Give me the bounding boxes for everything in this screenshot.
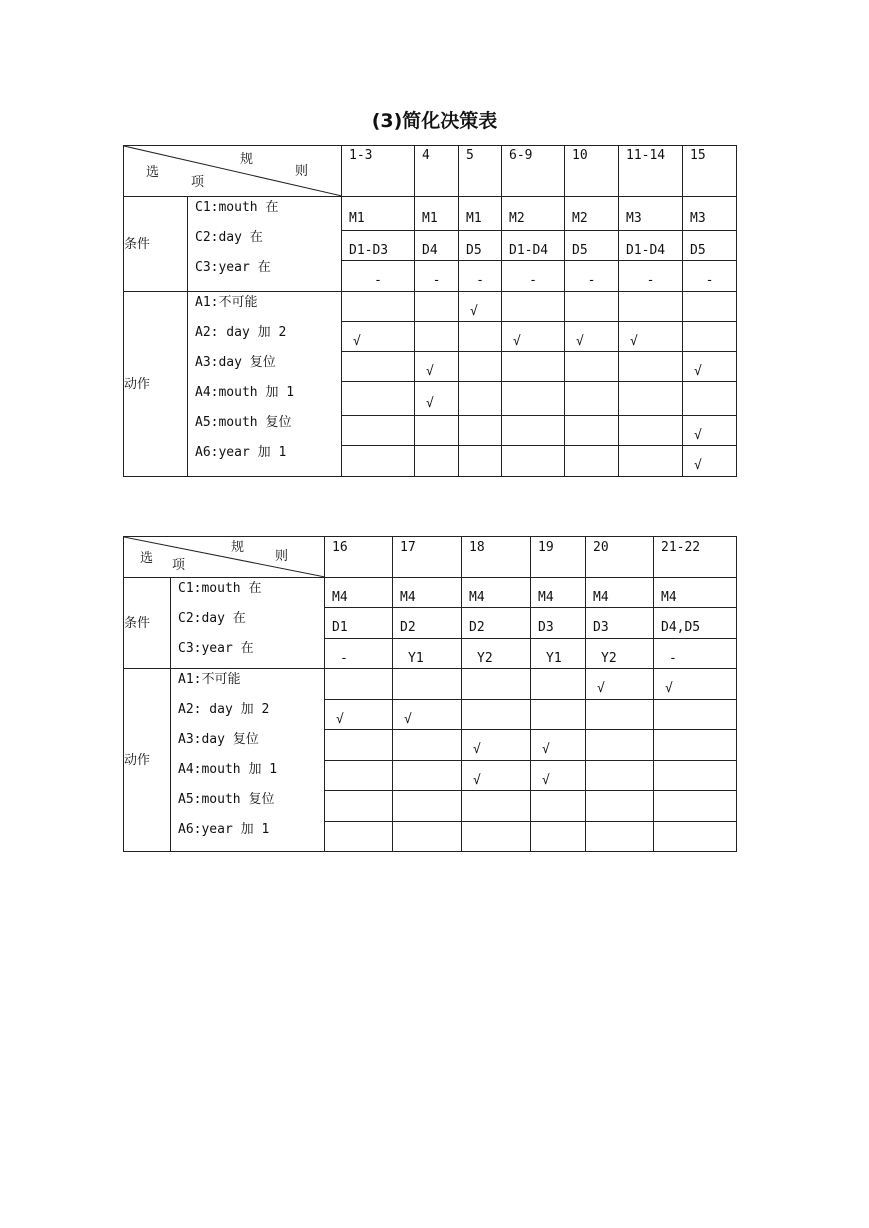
table-cell: M3 bbox=[683, 197, 737, 231]
table-cell: D5 bbox=[683, 231, 737, 261]
table-cell bbox=[502, 446, 565, 477]
table-cell bbox=[565, 382, 619, 416]
table-cell: √ bbox=[586, 669, 654, 700]
table-cell: D1-D3 bbox=[342, 231, 415, 261]
action-a1: A1:不可能 bbox=[178, 672, 241, 687]
actions-group-label: 动作 bbox=[124, 292, 188, 477]
rule-header: 20 bbox=[586, 537, 654, 578]
table-cell: M4 bbox=[654, 578, 737, 608]
table-cell: - bbox=[619, 261, 683, 292]
action-a3: A3:day 复位 bbox=[178, 732, 259, 747]
table-cell bbox=[531, 791, 586, 822]
table-cell bbox=[325, 730, 393, 761]
table-cell: √ bbox=[415, 352, 459, 382]
conditions-list bbox=[171, 578, 325, 669]
rule-header: 21-22 bbox=[654, 537, 737, 578]
table-cell: √ bbox=[342, 322, 415, 352]
table-cell: √ bbox=[325, 700, 393, 730]
table-cell: M4 bbox=[393, 578, 462, 608]
table-cell bbox=[415, 322, 459, 352]
table-cell: - bbox=[415, 261, 459, 292]
table-cell bbox=[459, 416, 502, 446]
table-cell bbox=[654, 791, 737, 822]
table-cell: M4 bbox=[325, 578, 393, 608]
table-cell: √ bbox=[462, 761, 531, 791]
action-a4: A4:mouth 加 1 bbox=[195, 385, 295, 400]
table-cell: D2 bbox=[393, 608, 462, 639]
table-cell: √ bbox=[502, 322, 565, 352]
condition-c1: C1:mouth 在 bbox=[178, 581, 262, 596]
diagonal-line bbox=[124, 537, 325, 577]
condition-row-c1 bbox=[124, 197, 737, 231]
header-rule-char-1: 规 bbox=[240, 152, 254, 167]
rule-header: 15 bbox=[683, 146, 737, 197]
table-cell bbox=[325, 669, 393, 700]
table-cell bbox=[619, 352, 683, 382]
table-cell: Y2 bbox=[462, 639, 531, 669]
table-cell: Y2 bbox=[586, 639, 654, 669]
table-cell bbox=[502, 382, 565, 416]
actions-list bbox=[188, 292, 342, 477]
actions-group-label: 动作 bbox=[124, 669, 171, 852]
rule-header: 4 bbox=[415, 146, 459, 197]
rule-header: 18 bbox=[462, 537, 531, 578]
header-option-char-2: 项 bbox=[191, 175, 205, 190]
table-cell bbox=[586, 761, 654, 791]
header-option-char-1: 选 bbox=[146, 165, 160, 180]
rule-header: 19 bbox=[531, 537, 586, 578]
rule-header: 1-3 bbox=[342, 146, 415, 197]
rule-header: 16 bbox=[325, 537, 393, 578]
action-a4: A4:mouth 加 1 bbox=[178, 762, 278, 777]
header-row bbox=[124, 537, 737, 578]
decision-table-1 bbox=[123, 145, 737, 477]
table-cell bbox=[393, 761, 462, 791]
table-cell bbox=[654, 822, 737, 852]
action-a5: A5:mouth 复位 bbox=[178, 792, 275, 807]
header-option-char-1: 选 bbox=[140, 551, 154, 566]
table-cell: D1-D4 bbox=[619, 231, 683, 261]
condition-c1: C1:mouth 在 bbox=[195, 200, 279, 215]
table-cell bbox=[531, 822, 586, 852]
table-cell: √ bbox=[683, 352, 737, 382]
table-cell bbox=[654, 730, 737, 761]
table-cell: - bbox=[342, 261, 415, 292]
table-cell bbox=[415, 416, 459, 446]
action-a2: A2: day 加 2 bbox=[178, 702, 270, 717]
table-cell: D2 bbox=[462, 608, 531, 639]
table-cell bbox=[502, 352, 565, 382]
table-cell bbox=[502, 416, 565, 446]
table-cell bbox=[586, 791, 654, 822]
table-cell: M2 bbox=[502, 197, 565, 231]
table-cell bbox=[325, 761, 393, 791]
table-cell bbox=[565, 416, 619, 446]
table-cell: √ bbox=[683, 446, 737, 477]
rule-header: 17 bbox=[393, 537, 462, 578]
action-a6: A6:year 加 1 bbox=[195, 445, 287, 460]
table-cell bbox=[462, 669, 531, 700]
table-cell bbox=[586, 822, 654, 852]
table-cell bbox=[531, 669, 586, 700]
table-cell: - bbox=[565, 261, 619, 292]
action-row-a1 bbox=[124, 669, 737, 700]
table-cell bbox=[459, 446, 502, 477]
table-cell bbox=[393, 669, 462, 700]
table-cell bbox=[683, 292, 737, 322]
condition-c3: C3:year 在 bbox=[178, 641, 254, 656]
table-cell bbox=[342, 446, 415, 477]
rule-header: 10 bbox=[565, 146, 619, 197]
table-cell bbox=[502, 292, 565, 322]
table-cell: - bbox=[654, 639, 737, 669]
conditions-list bbox=[188, 197, 342, 292]
table-cell bbox=[654, 761, 737, 791]
table-cell: D5 bbox=[459, 231, 502, 261]
table-cell: √ bbox=[462, 730, 531, 761]
header-rule-char-1: 规 bbox=[231, 540, 245, 555]
table-cell: M4 bbox=[531, 578, 586, 608]
table-cell: Y1 bbox=[393, 639, 462, 669]
table-cell bbox=[619, 382, 683, 416]
table-cell bbox=[393, 791, 462, 822]
action-a3: A3:day 复位 bbox=[195, 355, 276, 370]
conditions-group-label: 条件 bbox=[124, 197, 188, 292]
header-rule-char-2: 则 bbox=[295, 164, 309, 179]
table-cell bbox=[393, 822, 462, 852]
condition-row-c1 bbox=[124, 578, 737, 608]
table-cell bbox=[459, 382, 502, 416]
header-row bbox=[124, 146, 737, 197]
page-title: (3)简化决策表 bbox=[371, 110, 498, 132]
table-cell bbox=[565, 292, 619, 322]
header-option-char-2: 项 bbox=[172, 558, 186, 573]
table-cell bbox=[462, 822, 531, 852]
table-cell bbox=[565, 352, 619, 382]
actions-list bbox=[171, 669, 325, 852]
table-cell bbox=[654, 700, 737, 730]
table-cell: M4 bbox=[586, 578, 654, 608]
diagonal-header bbox=[124, 146, 342, 197]
diagonal-header bbox=[124, 537, 325, 578]
action-a1: A1:不可能 bbox=[195, 295, 258, 310]
table-cell bbox=[459, 322, 502, 352]
header-rule-char-2: 则 bbox=[275, 549, 289, 564]
table-cell: - bbox=[459, 261, 502, 292]
table-cell bbox=[459, 352, 502, 382]
table-cell: M4 bbox=[462, 578, 531, 608]
table-cell: - bbox=[683, 261, 737, 292]
table-cell: Y1 bbox=[531, 639, 586, 669]
table-cell bbox=[393, 730, 462, 761]
rule-header: 6-9 bbox=[502, 146, 565, 197]
table-cell: √ bbox=[531, 730, 586, 761]
table-cell: M2 bbox=[565, 197, 619, 231]
action-row-a1 bbox=[124, 292, 737, 322]
action-a2: A2: day 加 2 bbox=[195, 325, 287, 340]
decision-table-2 bbox=[123, 536, 737, 852]
table-cell bbox=[415, 292, 459, 322]
table-cell: M1 bbox=[415, 197, 459, 231]
condition-c2: C2:day 在 bbox=[195, 230, 263, 245]
table-cell bbox=[462, 700, 531, 730]
table-cell: M1 bbox=[342, 197, 415, 231]
table-cell: D4,D5 bbox=[654, 608, 737, 639]
table-cell bbox=[342, 292, 415, 322]
table-cell: - bbox=[325, 639, 393, 669]
table-cell: D5 bbox=[565, 231, 619, 261]
table-cell bbox=[683, 382, 737, 416]
table-cell: √ bbox=[459, 292, 502, 322]
condition-c3: C3:year 在 bbox=[195, 260, 271, 275]
table-cell bbox=[415, 446, 459, 477]
table-cell: √ bbox=[619, 322, 683, 352]
table-cell: - bbox=[502, 261, 565, 292]
table-cell: D3 bbox=[531, 608, 586, 639]
table-cell bbox=[565, 446, 619, 477]
rule-header: 5 bbox=[459, 146, 502, 197]
table-cell bbox=[342, 416, 415, 446]
table-cell bbox=[342, 382, 415, 416]
table-cell: √ bbox=[531, 761, 586, 791]
rule-header: 11-14 bbox=[619, 146, 683, 197]
table-cell bbox=[683, 322, 737, 352]
table-cell bbox=[619, 292, 683, 322]
table-cell: D1 bbox=[325, 608, 393, 639]
table-cell: √ bbox=[565, 322, 619, 352]
table-cell: √ bbox=[415, 382, 459, 416]
table-cell bbox=[619, 416, 683, 446]
action-a6: A6:year 加 1 bbox=[178, 822, 270, 837]
table-cell: D1-D4 bbox=[502, 231, 565, 261]
table-cell: D3 bbox=[586, 608, 654, 639]
table-cell: D4 bbox=[415, 231, 459, 261]
table-cell: M1 bbox=[459, 197, 502, 231]
condition-c2: C2:day 在 bbox=[178, 611, 246, 626]
table-cell bbox=[619, 446, 683, 477]
table-cell bbox=[586, 730, 654, 761]
conditions-group-label: 条件 bbox=[124, 578, 171, 669]
table-cell: √ bbox=[683, 416, 737, 446]
table-cell: √ bbox=[654, 669, 737, 700]
action-a5: A5:mouth 复位 bbox=[195, 415, 292, 430]
table-cell: M3 bbox=[619, 197, 683, 231]
table-cell bbox=[325, 791, 393, 822]
table-cell bbox=[531, 700, 586, 730]
table-cell bbox=[342, 352, 415, 382]
table-cell bbox=[586, 700, 654, 730]
table-cell: √ bbox=[393, 700, 462, 730]
table-cell bbox=[325, 822, 393, 852]
table-cell bbox=[462, 791, 531, 822]
